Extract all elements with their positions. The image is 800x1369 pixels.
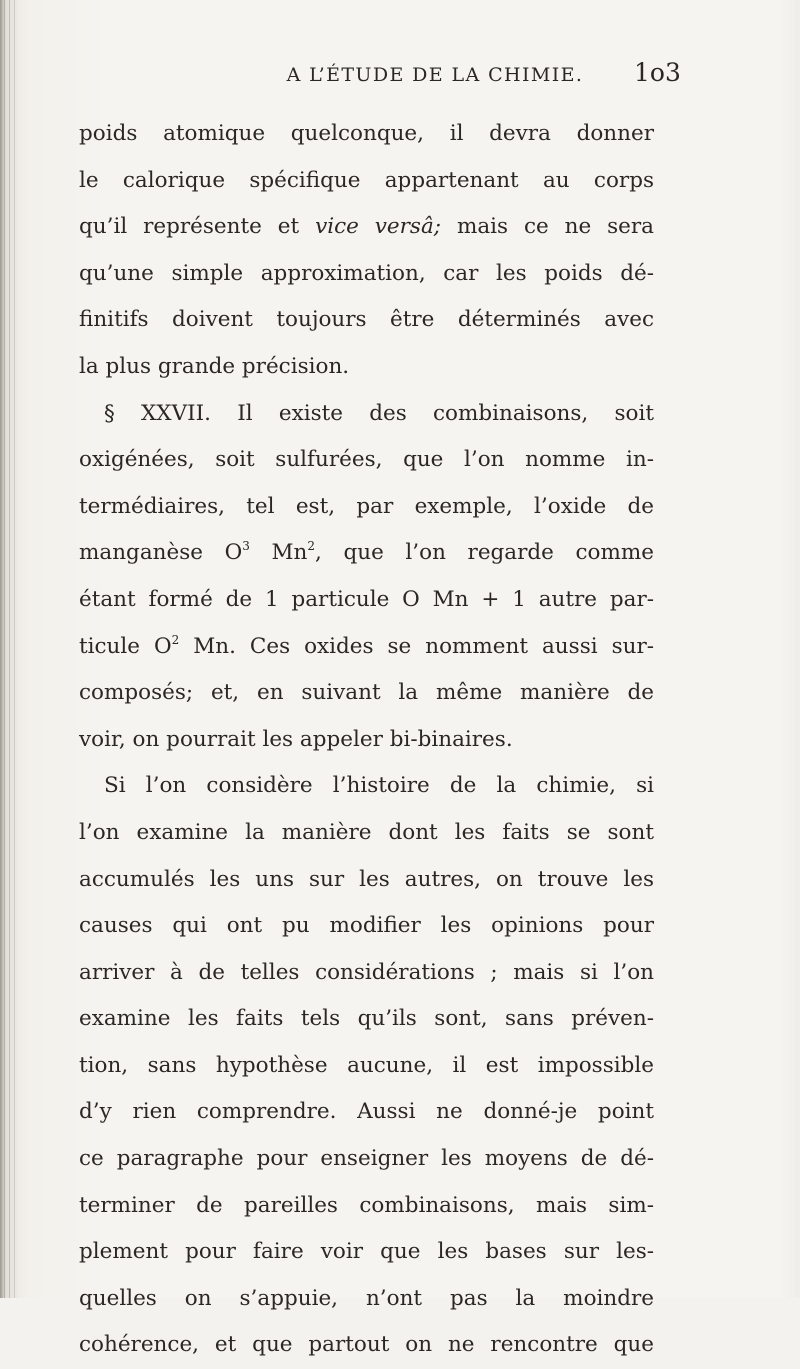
body-text bbox=[79, 111, 654, 1369]
superscript: 3 bbox=[242, 539, 250, 554]
text-line: arriver à de telles considérations ; mais si l’on bbox=[79, 959, 654, 985]
text-segment: , que l’on regarde comme bbox=[315, 540, 655, 566]
text-line: composés; et, en suivant la même manière de bbox=[79, 680, 654, 706]
text-segment: Mn. Ces oxides se nomment aussi sur- bbox=[179, 633, 654, 659]
text-segment: ticule O bbox=[79, 633, 172, 659]
binding-line bbox=[4, 0, 5, 1298]
text-line: accumulés les uns sur les autres, on trouve les bbox=[79, 866, 654, 892]
page-number: 1o3 bbox=[634, 58, 681, 87]
text-line bbox=[79, 204, 654, 251]
text-line: plement pour faire voir que les bases sur les- bbox=[79, 1239, 654, 1265]
text-line bbox=[79, 530, 654, 577]
text-line: qu’une simple approximation, car les poids dé- bbox=[79, 260, 654, 286]
running-header: A L’ÉTUDE DE LA CHIMIE. bbox=[286, 64, 584, 86]
text-line: terminer de pareilles combinaisons, mais sim- bbox=[79, 1192, 654, 1218]
text-segment: qu’il représente et bbox=[79, 214, 300, 240]
text-line: étant formé de 1 particule O Mn + 1 autre par- bbox=[79, 586, 654, 612]
superscript: 2 bbox=[307, 539, 315, 554]
text-segment: mais ce ne sera bbox=[456, 214, 654, 240]
section-heading-line: § XXVII. Il existe des combinaisons, soit bbox=[104, 400, 654, 426]
text-segment: Mn bbox=[249, 540, 308, 566]
text-line: examine les faits tels qu’ils sont, sans préven- bbox=[79, 1006, 654, 1032]
text-segment: manganèse O bbox=[79, 540, 243, 566]
text-line: oxigénées, soit sulfurées, que l’on nomme in- bbox=[79, 447, 654, 473]
text-line: finitifs doivent toujours être déterminés avec bbox=[79, 307, 654, 333]
italic-phrase: vice versâ; bbox=[315, 214, 442, 240]
superscript: 2 bbox=[171, 632, 180, 647]
text-line: quelles on s’appuie, n’ont pas la moindre bbox=[79, 1285, 654, 1311]
text-line: la plus grande précision. bbox=[79, 353, 350, 379]
text-line: causes qui ont pu modifier les opinions pour bbox=[79, 913, 654, 939]
binding-line bbox=[9, 0, 10, 1298]
text-line: poids atomique quelconque, il devra donner bbox=[79, 121, 654, 146]
text-line: termédiaires, tel est, par exemple, l’oxide de bbox=[79, 493, 654, 519]
text-line: d’y rien comprendre. Aussi ne donné-je point bbox=[79, 1099, 654, 1125]
binding-line bbox=[14, 0, 15, 1298]
text-line: tion, sans hypothèse aucune, il est impossible bbox=[79, 1052, 654, 1078]
text-line bbox=[79, 624, 654, 671]
text-line: voir, on pourrait les appeler bi-binaires. bbox=[79, 726, 513, 752]
text-line: l’on examine la manière dont les faits se sont bbox=[79, 819, 654, 845]
text-line: le calorique spécifique appartenant au corps bbox=[79, 167, 654, 193]
text-line: ce paragraphe pour enseigner les moyens de dé- bbox=[79, 1146, 654, 1172]
text-line: Si l’on considère l’histoire de la chimie, si bbox=[104, 773, 654, 799]
text-line: cohérence, et que partout on ne rencontre que bbox=[79, 1332, 654, 1358]
